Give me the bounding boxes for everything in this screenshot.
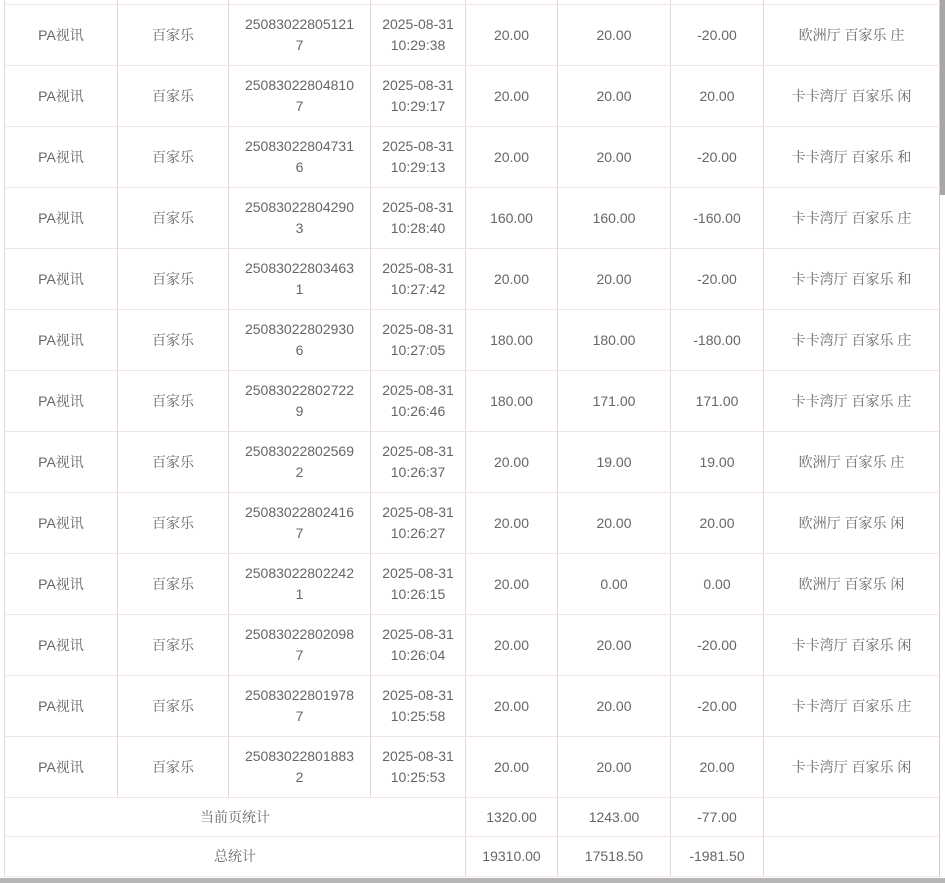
cell-bet-amount: 20.00 (466, 737, 558, 797)
cell-order-number: 250830228027229 (229, 371, 371, 431)
cell-win-loss: 20.00 (671, 66, 764, 126)
cell-order-number: 250830228042903 (229, 188, 371, 248)
cell-game-type: 百家乐 (118, 5, 229, 65)
table-row (4, 432, 941, 493)
cell-bet-detail: 卡卡湾厅 百家乐 庄 (764, 310, 940, 370)
cell-bet-time: 2025-08-31 10:29:17 (371, 66, 466, 126)
cell-bet-time: 2025-08-31 10:26:37 (371, 432, 466, 492)
cell-bet-amount: 20.00 (466, 493, 558, 553)
cell-valid-amount: 20.00 (558, 66, 671, 126)
cell-bet-time: 2025-08-31 10:25:53 (371, 737, 466, 797)
partial-cell (4, 0, 118, 4)
table-row (4, 66, 941, 127)
cell-bet-amount: 20.00 (466, 66, 558, 126)
cell-game-type: 百家乐 (118, 676, 229, 736)
cell-valid-amount: 20.00 (558, 737, 671, 797)
total-summary-valid-amount: 17518.50 (558, 837, 671, 876)
cell-bet-detail: 欧洲厅 百家乐 闲 (764, 493, 940, 553)
window-bottom-edge (0, 878, 945, 883)
page-summary-row (4, 798, 941, 837)
cell-bet-detail: 欧洲厅 百家乐 庄 (764, 432, 940, 492)
cell-valid-amount: 20.00 (558, 676, 671, 736)
table-row (4, 676, 941, 737)
cell-order-number: 250830228029306 (229, 310, 371, 370)
cell-platform: PA视讯 (4, 554, 118, 614)
cell-valid-amount: 20.00 (558, 493, 671, 553)
cell-platform: PA视讯 (4, 615, 118, 675)
cell-bet-detail: 卡卡湾厅 百家乐 和 (764, 249, 940, 309)
cell-bet-amount: 160.00 (466, 188, 558, 248)
cell-valid-amount: 171.00 (558, 371, 671, 431)
cell-bet-detail: 卡卡湾厅 百家乐 闲 (764, 615, 940, 675)
total-summary-empty-cell (764, 837, 940, 876)
cell-bet-detail: 卡卡湾厅 百家乐 和 (764, 127, 940, 187)
cell-valid-amount: 20.00 (558, 615, 671, 675)
total-summary-label: 总统计 (214, 848, 256, 864)
partial-cell (764, 0, 940, 4)
table-row (4, 554, 941, 615)
table-row (4, 127, 941, 188)
cell-order-number: 250830228025692 (229, 432, 371, 492)
partial-cell (671, 0, 764, 4)
cell-platform: PA视讯 (4, 432, 118, 492)
cell-platform: PA视讯 (4, 310, 118, 370)
table-row (4, 493, 941, 554)
cell-platform: PA视讯 (4, 188, 118, 248)
page-summary-win-loss: -77.00 (671, 798, 764, 836)
total-summary-row (4, 837, 941, 877)
cell-valid-amount: 0.00 (558, 554, 671, 614)
cell-platform: PA视讯 (4, 737, 118, 797)
total-summary-label-cell (4, 837, 466, 876)
cell-order-number: 250830228048107 (229, 66, 371, 126)
cell-order-number: 250830228051217 (229, 5, 371, 65)
cell-order-number: 250830228019787 (229, 676, 371, 736)
cell-bet-amount: 20.00 (466, 127, 558, 187)
cell-bet-detail: 卡卡湾厅 百家乐 庄 (764, 676, 940, 736)
cell-game-type: 百家乐 (118, 188, 229, 248)
cell-order-number: 250830228047316 (229, 127, 371, 187)
cell-bet-amount: 20.00 (466, 615, 558, 675)
cell-win-loss: 19.00 (671, 432, 764, 492)
cell-bet-detail: 卡卡湾厅 百家乐 闲 (764, 737, 940, 797)
page-summary-label-cell (4, 798, 466, 836)
partial-cell (371, 0, 466, 4)
cell-bet-amount: 180.00 (466, 371, 558, 431)
cell-platform: PA视讯 (4, 5, 118, 65)
cell-bet-detail: 卡卡湾厅 百家乐 庄 (764, 188, 940, 248)
table-row (4, 737, 941, 798)
cell-win-loss: -20.00 (671, 615, 764, 675)
cell-win-loss: 0.00 (671, 554, 764, 614)
page-summary-label: 当前页统计 (200, 808, 270, 825)
cell-game-type: 百家乐 (118, 493, 229, 553)
cell-order-number: 250830228024167 (229, 493, 371, 553)
cell-win-loss: -20.00 (671, 5, 764, 65)
cell-game-type: 百家乐 (118, 615, 229, 675)
cell-bet-detail: 欧洲厅 百家乐 闲 (764, 554, 940, 614)
cell-win-loss: -160.00 (671, 188, 764, 248)
cell-platform: PA视讯 (4, 249, 118, 309)
cell-platform: PA视讯 (4, 676, 118, 736)
bet-records-table (4, 0, 941, 877)
cell-bet-amount: 20.00 (466, 5, 558, 65)
cell-win-loss: -180.00 (671, 310, 764, 370)
cell-bet-amount: 20.00 (466, 676, 558, 736)
cell-platform: PA视讯 (4, 66, 118, 126)
page-summary-bet-amount: 1320.00 (466, 798, 558, 836)
cell-bet-amount: 180.00 (466, 310, 558, 370)
page-summary-empty-cell (764, 798, 940, 836)
cell-bet-time: 2025-08-31 10:27:05 (371, 310, 466, 370)
table-row (4, 188, 941, 249)
cell-game-type: 百家乐 (118, 432, 229, 492)
cell-win-loss: -20.00 (671, 676, 764, 736)
cell-valid-amount: 180.00 (558, 310, 671, 370)
table-row (4, 310, 941, 371)
table-body (4, 5, 941, 798)
cell-bet-time: 2025-08-31 10:26:46 (371, 371, 466, 431)
table-row (4, 5, 941, 66)
cell-order-number: 250830228020987 (229, 615, 371, 675)
cell-bet-amount: 20.00 (466, 249, 558, 309)
cell-platform: PA视讯 (4, 127, 118, 187)
cell-bet-time: 2025-08-31 10:28:40 (371, 188, 466, 248)
cell-order-number: 250830228022421 (229, 554, 371, 614)
cell-win-loss: -20.00 (671, 249, 764, 309)
cell-game-type: 百家乐 (118, 737, 229, 797)
cell-valid-amount: 20.00 (558, 127, 671, 187)
partial-cell (118, 0, 229, 4)
cell-bet-time: 2025-08-31 10:25:58 (371, 676, 466, 736)
cell-win-loss: 20.00 (671, 493, 764, 553)
page-summary-valid-amount: 1243.00 (558, 798, 671, 836)
cell-bet-detail: 欧洲厅 百家乐 庄 (764, 5, 940, 65)
cell-bet-amount: 20.00 (466, 554, 558, 614)
cell-platform: PA视讯 (4, 493, 118, 553)
cell-bet-time: 2025-08-31 10:26:04 (371, 615, 466, 675)
partial-cell (229, 0, 371, 4)
cell-win-loss: -20.00 (671, 127, 764, 187)
cell-game-type: 百家乐 (118, 249, 229, 309)
partial-cell (558, 0, 671, 4)
cell-bet-time: 2025-08-31 10:29:38 (371, 5, 466, 65)
cell-bet-time: 2025-08-31 10:29:13 (371, 127, 466, 187)
cell-game-type: 百家乐 (118, 66, 229, 126)
cell-win-loss: 20.00 (671, 737, 764, 797)
table-row (4, 371, 941, 432)
vertical-scrollbar-thumb[interactable] (940, 0, 945, 195)
cell-bet-time: 2025-08-31 10:26:27 (371, 493, 466, 553)
table-row (4, 615, 941, 676)
cell-order-number: 250830228034631 (229, 249, 371, 309)
cell-valid-amount: 19.00 (558, 432, 671, 492)
cell-valid-amount: 20.00 (558, 5, 671, 65)
cell-game-type: 百家乐 (118, 371, 229, 431)
cell-win-loss: 171.00 (671, 371, 764, 431)
total-summary-win-loss: -1981.50 (671, 837, 764, 876)
cell-game-type: 百家乐 (118, 554, 229, 614)
cell-order-number: 250830228018832 (229, 737, 371, 797)
cell-valid-amount: 160.00 (558, 188, 671, 248)
partial-cell (466, 0, 558, 4)
cell-platform: PA视讯 (4, 371, 118, 431)
cell-bet-time: 2025-08-31 10:26:15 (371, 554, 466, 614)
cell-game-type: 百家乐 (118, 310, 229, 370)
total-summary-bet-amount: 19310.00 (466, 837, 558, 876)
cell-valid-amount: 20.00 (558, 249, 671, 309)
table-row (4, 249, 941, 310)
cell-bet-detail: 卡卡湾厅 百家乐 庄 (764, 371, 940, 431)
cell-bet-detail: 卡卡湾厅 百家乐 闲 (764, 66, 940, 126)
cell-bet-time: 2025-08-31 10:27:42 (371, 249, 466, 309)
cell-bet-amount: 20.00 (466, 432, 558, 492)
cell-game-type: 百家乐 (118, 127, 229, 187)
